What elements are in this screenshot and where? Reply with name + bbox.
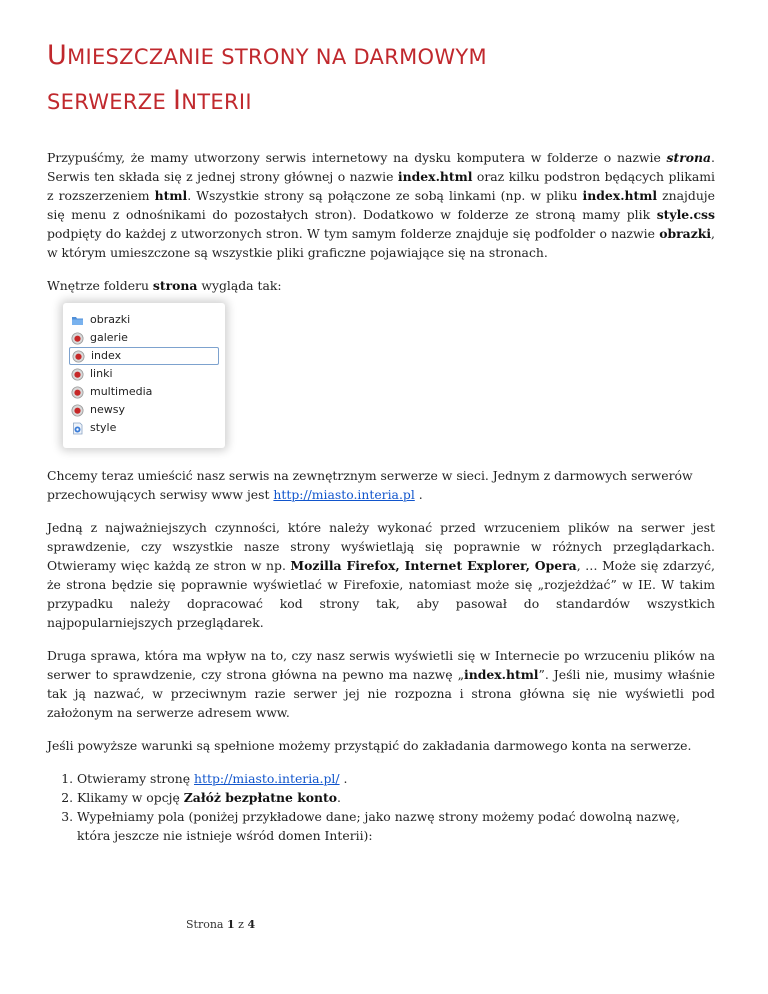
- document-body: [47, 148, 715, 845]
- html-file-icon: [71, 332, 84, 345]
- browser-check-paragraph: Jedną z najważniejszych czynności, które należy wykonać przed wrzuceniem plików na serwer jest sprawdzenie, czy wszystkie nasze strony wyświetlają się poprawnie w różnych przeglądarkach. Otwieramy więc każdą ze stron w np. Mozilla Firefox, Internet Explorer, Opera, … Może się zdarzyć, że strona będzie się poprawnie wyświetlać w Firefoxie, natomiast może się „rozjeżdżać” w IE. W takim przypadku należy dopracować kod strony tak, aby pasował do standardów wszystkich najpopularniejszych przeglądarek.: [47, 520, 715, 630]
- folder-icon: [71, 314, 84, 327]
- create-account-option: Załóż bezpłatne konto: [183, 790, 338, 805]
- explorer-item-galerie[interactable]: galerie: [71, 329, 128, 347]
- step-3: 3. Wypełniamy pola (poniżej przykładowe dane; jako nazwę strony możemy podać dowolną nazwę, która jeszcze nie istnieje wśród domen Interii):: [77, 807, 715, 845]
- explorer-item-style[interactable]: style: [71, 419, 116, 437]
- title-initial-2: I: [173, 85, 182, 116]
- explorer-item-linki[interactable]: linki: [71, 365, 113, 383]
- page-number: 1: [226, 918, 235, 931]
- page-title: [47, 34, 687, 124]
- interia-link[interactable]: http://miasto.interia.pl: [273, 487, 415, 502]
- filename-index-3: index.html: [464, 667, 539, 682]
- filename-style: style.css: [656, 207, 715, 222]
- page-total: 4: [247, 918, 256, 931]
- intro-paragraph: Przypuśćmy, że mamy utworzony serwis internetowy na dysku komputera w folderze o nazwie strona. Serwis ten składa się z jednej strony głównej o nazwie index.html oraz kilku podstron będących plikami z rozszerzeniem html. Wszystkie strony są połączone ze sobą linkami (np. w pliku index.html znajduje się menu z odnośnikami do pozostałych stron). Dodatkowo w folderze ze stroną mamy plik style.css podpięty do każdej z utworzonych stron. W tym samym folderze znajduje się podfolder o nazwie obrazki, w którym umieszczone są wszystkie pliki graficzne pojawiające się na stronach.: [47, 150, 715, 260]
- explorer-item-newsy[interactable]: newsy: [71, 401, 125, 419]
- step-2: 2. Klikamy w opcję Załóż bezpłatne konto.: [77, 788, 715, 807]
- index-name-paragraph: Druga sprawa, która ma wpływ na to, czy nasz serwis wyświetli się w Internecie po wrzuceniu plików na serwer to sprawdzenie, czy strona główna na pewno ma nazwę „index.html”. Jeśli nie, musimy właśnie tak ją nazwać, w przeciwnym razie serwer jej nie rozpozna i strona główna się nie wyświetli pod założonym na serwerze adresem www.: [47, 648, 715, 720]
- interia-link-2[interactable]: http://miasto.interia.pl/: [194, 771, 340, 786]
- filename-index-2: index.html: [582, 188, 658, 203]
- title-line2-start: SERWERZE: [47, 90, 173, 114]
- html-file-icon: [71, 404, 84, 417]
- html-file-icon: [72, 350, 85, 363]
- server-paragraph: Chcemy teraz umieścić nasz serwis na zewnętrznym serwerze w sieci. Jednym z darmowych serwerów przechowujących serwisy www jest http://miasto.interia.pl .: [47, 468, 693, 502]
- folder-obrazki: obrazki: [659, 226, 712, 241]
- folder-name: strona: [666, 150, 712, 165]
- filename-index: index.html: [397, 169, 473, 184]
- title-line2-end: NTERII: [181, 90, 252, 114]
- explorer-item-obrazki[interactable]: obrazki: [71, 311, 130, 329]
- title-line1: MIESZCZANIE STRONY NA DARMOWYM: [67, 45, 487, 69]
- html-file-icon: [71, 368, 84, 381]
- folder-contents-screenshot: [63, 303, 225, 448]
- html-file-icon: [71, 386, 84, 399]
- explorer-item-index[interactable]: index: [69, 347, 219, 365]
- explorer-item-multimedia[interactable]: multimedia: [71, 383, 152, 401]
- extension-html: html: [154, 188, 188, 203]
- step-1: 1. Otwieramy stronę http://miasto.interia.pl/ .: [77, 769, 715, 788]
- browser-names: Mozilla Firefox, Internet Explorer, Opera: [290, 558, 577, 573]
- folder-intro-paragraph: Wnętrze folderu strona wygląda tak:: [47, 278, 282, 293]
- css-file-icon: [71, 422, 84, 435]
- title-initial: U: [47, 40, 68, 71]
- steps-list: [47, 769, 715, 845]
- page-footer: Strona 1 z 4: [186, 918, 256, 931]
- account-intro-paragraph: Jeśli powyższe warunki są spełnione możemy przystąpić do zakładania darmowego konta na serwerze.: [47, 738, 692, 753]
